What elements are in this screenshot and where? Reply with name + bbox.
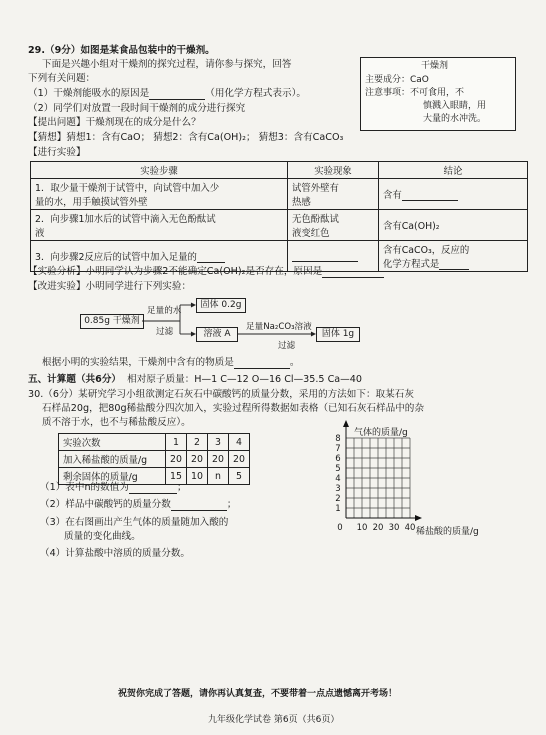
x-tick-label: 20 (372, 523, 384, 533)
q30-line3: 质不溶于水，也不与稀盐酸反应）。 (42, 417, 191, 428)
y-tick-label: 6 (335, 454, 341, 464)
q29-conclusion: 根据小明的实验结果，干燥剂中含有的物质是 。 (42, 357, 300, 368)
q29-ask: 【提出问题】干燥剂现在的成分是什么？ (28, 117, 201, 128)
label-note-1: 注意事项：不可食用，不 (365, 88, 465, 98)
x-tick-label: 30 (388, 523, 400, 533)
chart-xlabel: 稀盐酸的质量/g (416, 527, 479, 537)
label-main: 主要成分：CaO (365, 75, 429, 85)
q30-line1: 30.（6分）某研究学习小组欲测定石灰石中碳酸钙的质量分数，采用的方法如下：取某石灰 (28, 389, 414, 400)
y-tick-label: 1 (335, 504, 341, 514)
footer-page: 九年级化学试卷 第6页（共6页） (208, 715, 340, 725)
x-axis-arrow (415, 515, 422, 521)
col-header: 实验步骤 (31, 162, 288, 179)
section5-header: 五、计算题（共6分） 相对原子质量：H—1 C—12 O—16 Cl—35.5 Ca—40 (28, 374, 362, 385)
y-axis-arrow (343, 420, 349, 427)
label-title: 干燥剂 (421, 61, 449, 71)
q29-exp-head: 【进行实验】 (28, 147, 86, 158)
footer-wish: 祝贺你完成了答题，请你再认真复查，不要带着一点点遗憾离开考场！ (118, 689, 398, 699)
x-tick-label: 10 (356, 523, 368, 533)
y-tick-label: 3 (335, 484, 341, 494)
label-note-3: 大量的水冲洗。 (423, 114, 487, 124)
y-tick-label: 4 (335, 474, 341, 484)
q29-intro-1: 下面是兴趣小组对干燥剂的探究过程，请你参与探究，回答 (42, 59, 292, 70)
table-row: 3．向步骤2反应后的试管中加入足量的 含有CaCO₃，反应的 化学方程式是 (31, 241, 528, 272)
q30-s2: （2）样品中碳酸钙的质量分数 ； (40, 499, 237, 510)
chart-ylabel: 气体的质量/g (354, 428, 408, 438)
q29-improve: 【改进实验】小明同学进行下列实验： (28, 281, 192, 292)
flow-solution-a-box: 溶液 A (196, 327, 238, 342)
col-header: 实验现象 (288, 162, 379, 179)
flow-filter1-label: 过滤 (156, 327, 174, 337)
arrow-head (191, 332, 195, 335)
q29-guess: 【猜想】猜想1：含有CaO； 猜想2：含有Ca(OH)₂； 猜想3：含有CaCO₃ (28, 132, 344, 143)
y-tick-label: 7 (335, 444, 341, 454)
table-row: 实验次数 1 2 3 4 (59, 434, 250, 451)
flow-solid1-box: 固体 0.2g (196, 298, 246, 313)
y-tick-label: 2 (335, 494, 341, 504)
q30-s3a: （3）在右图画出产生气体的质量随加入酸的 (40, 517, 229, 528)
flow-start-box: 0.85g 干燥剂 (80, 314, 144, 329)
q29-sub2: （2）同学们对放置一段时间干燥剂的成分进行探究 (28, 103, 246, 114)
arrow-head (191, 303, 195, 306)
flow-water-label: 足量的水 (147, 306, 182, 316)
q29-analysis: 【实验分析】小明同学认为步骤2不能确定Ca(OH)₂是否存在，原因是 (28, 266, 384, 278)
q30-s1: （1）表中n的数值为 ； (40, 482, 187, 493)
col-header: 结论 (379, 162, 528, 179)
flow-solid2-box: 固体 1g (316, 327, 360, 342)
q30-line2: 石样品20g，把80g稀盐酸分四次加入，实验过程所得数据如表格（已知石灰石样品中的杂 (42, 403, 424, 414)
flow-arrows (142, 303, 315, 335)
y-tick-label: 8 (335, 434, 341, 444)
q29-sub1: （1）干燥剂能吸水的原因是 （用化学方程式表示）。 (28, 88, 306, 99)
table-row: 加入稀盐酸的质量/g 20 20 20 20 (59, 451, 250, 468)
table-row: 1．取少量干燥剂于试管中，向试管中加入少 量的水，用手触摸试管外壁 试管外壁有 热感 含有 (31, 179, 528, 210)
q29-intro-2: 下列有关问题： (28, 73, 96, 84)
arrow-head (311, 332, 315, 335)
x-tick-label: 40 (404, 523, 416, 533)
label-note-2: 慎溅入眼睛，用 (423, 101, 487, 111)
flow-filter2-label: 过滤 (278, 341, 296, 351)
q29-title: 29.（9分）如图是某食品包装中的干燥剂。 (28, 45, 215, 56)
table-row: 剩余固体的质量/g 15 10 n 5 (59, 468, 250, 485)
x-tick-label: 0 (337, 523, 343, 533)
flow-reagent-label: 足量Na₂CO₃溶液 (246, 322, 312, 332)
q30-s3b: 质量的变化曲线。 (64, 531, 141, 542)
table-row: 2．向步骤1加水后的试管中滴入无色酚酞试 液 无色酚酞试 液变红色 含有Ca(OH)₂ (31, 210, 528, 241)
q30-s4: （4）计算盐酸中溶质的质量分数。 (40, 548, 191, 559)
gas-mass-chart (335, 420, 422, 533)
y-tick-label: 5 (335, 464, 341, 474)
